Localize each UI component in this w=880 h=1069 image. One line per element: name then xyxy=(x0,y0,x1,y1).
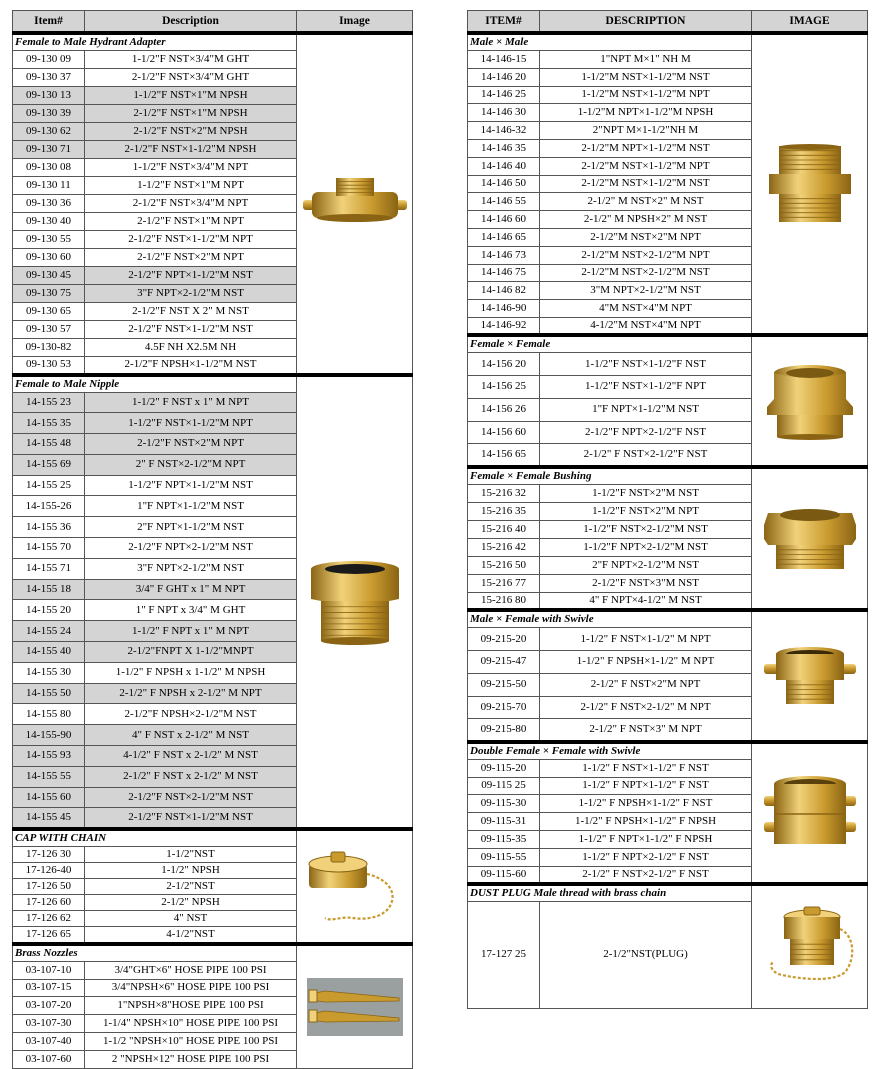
dust-plug-image xyxy=(760,905,860,989)
item-number: 14-156 20 xyxy=(468,353,540,376)
item-number: 15-216 42 xyxy=(468,538,540,556)
item-description: 2-1/2"M NST×2"M NPT xyxy=(540,228,752,246)
item-number: 09-215-70 xyxy=(468,696,540,719)
item-description: 4-1/2" F NST x 2-1/2" M NST xyxy=(85,746,297,767)
item-number: 17-126 65 xyxy=(13,926,85,944)
item-number: 03-107-20 xyxy=(13,997,85,1015)
item-number: 09-130 57 xyxy=(13,321,85,339)
item-number: 15-216 40 xyxy=(468,520,540,538)
item-description: 3/4"NPSH×6" HOSE PIPE 100 PSI xyxy=(85,979,297,997)
column-header: Image xyxy=(297,11,413,34)
product-image-cell xyxy=(752,742,868,884)
item-description: 2-1/2"F NST×2"M NPSH xyxy=(85,123,297,141)
item-description: 2-1/2" M NST×2" M NST xyxy=(540,193,752,211)
item-number: 09-130 55 xyxy=(13,231,85,249)
cap-chain-image xyxy=(305,846,405,926)
item-description: 1-1/2"F NST×2"M NST xyxy=(540,484,752,502)
item-number: 17-126 60 xyxy=(13,894,85,910)
item-number: 14-155 35 xyxy=(13,413,85,434)
item-description: 2-1/2"F NST X 2" M NST xyxy=(85,303,297,321)
item-number: 09-215-47 xyxy=(468,651,540,674)
product-image-cell xyxy=(297,829,413,944)
section-title-female-to-male-nipple: Female to Male Nipple xyxy=(13,375,297,393)
item-number: 14-155-90 xyxy=(13,725,85,746)
item-description: 2-1/2"NST xyxy=(85,878,297,894)
item-description: 1" F NPT x 3/4" M GHT xyxy=(85,600,297,621)
item-number: 15-216 32 xyxy=(468,484,540,502)
item-description: 2-1/2"M NST×2-1/2"M NPT xyxy=(540,246,752,264)
item-number: 14-155-26 xyxy=(13,496,85,517)
item-number: 03-107-60 xyxy=(13,1050,85,1068)
item-description: 1-1/2" F NPT x 1" M NPT xyxy=(85,621,297,642)
item-description: 1-1/2" F NPT×1-1/2" F NPSH xyxy=(540,830,752,848)
item-description: 2-1/2"F NST×2-1/2"M NST xyxy=(85,787,297,808)
item-number: 09-130 09 xyxy=(13,51,85,69)
item-description: 1-1/2"F NST×3/4"M NPT xyxy=(85,159,297,177)
swivel-image xyxy=(762,644,858,708)
item-description: 1-1/2"F NST×3/4"M GHT xyxy=(85,51,297,69)
item-number: 14-155 60 xyxy=(13,787,85,808)
item-description: 2-1/2"M NST×2-1/2"M NST xyxy=(540,264,752,282)
item-description: 2-1/2"F NPT×1-1/2"M NST xyxy=(85,267,297,285)
item-description: 2-1/2" F NST x 2-1/2" M NST xyxy=(85,766,297,787)
item-number: 17-126 62 xyxy=(13,910,85,926)
item-number: 14-155 40 xyxy=(13,642,85,663)
item-description: 1-1/2"F NPT×2-1/2"M NST xyxy=(540,538,752,556)
item-description: 1-1/2" F NPSH×1-1/2" M NPT xyxy=(540,651,752,674)
section-title-double-female-female-with-swivle: Double Female × Female with Swivle xyxy=(468,742,752,760)
item-number: 09-130 39 xyxy=(13,105,85,123)
product-image-cell xyxy=(297,33,413,375)
section-title-row xyxy=(468,467,868,485)
item-number: 14-156 60 xyxy=(468,421,540,444)
item-description: 1-1/2"F NST×1"M NPSH xyxy=(85,87,297,105)
section-title-dust-plug-male-thread-with-brass-chain: DUST PLUG Male thread with brass chain xyxy=(468,884,752,902)
item-number: 17-126-40 xyxy=(13,862,85,878)
item-description: 2-1/2" F NST×2-1/2"F NST xyxy=(540,444,752,467)
item-description: 2" F NST×2-1/2"M NPT xyxy=(85,454,297,475)
section-title-female-to-male-hydrant-adapter: Female to Male Hydrant Adapter xyxy=(13,33,297,51)
item-number: 09-215-80 xyxy=(468,719,540,742)
item-number: 09-130 60 xyxy=(13,249,85,267)
item-description: 3"F NPT×2-1/2"M NST xyxy=(85,285,297,303)
item-number: 14-146-90 xyxy=(468,300,540,318)
item-number: 14-155 48 xyxy=(13,434,85,455)
column-header: Item# xyxy=(13,11,85,34)
item-description: 4" F NPT×4-1/2" M NST xyxy=(540,592,752,610)
item-description: 4"M NST×4"M NPT xyxy=(540,300,752,318)
item-description: 2-1/2"F NST×1-1/2"M NPSH xyxy=(85,141,297,159)
item-description: 1-1/2"F NST×1-1/2"M NPT xyxy=(85,413,297,434)
product-image-cell xyxy=(752,884,868,1009)
item-number: 09-130-82 xyxy=(13,339,85,357)
item-number: 15-216 77 xyxy=(468,574,540,592)
item-number: 09-130 45 xyxy=(13,267,85,285)
section-title-row xyxy=(468,335,868,353)
item-number: 14-146-15 xyxy=(468,51,540,69)
item-description: 2"F NPT×1-1/2"M NST xyxy=(85,517,297,538)
item-number: 14-146-32 xyxy=(468,122,540,140)
section-title-row xyxy=(468,884,868,902)
item-description: 2-1/2"F NPSH×2-1/2"M NST xyxy=(85,704,297,725)
item-number: 14-155 30 xyxy=(13,662,85,683)
item-number: 14-155 36 xyxy=(13,517,85,538)
item-number: 14-156 65 xyxy=(468,444,540,467)
section-title-row xyxy=(468,610,868,628)
table-header-row xyxy=(13,11,413,34)
item-description: 2-1/2"F NST×1"M NPSH xyxy=(85,105,297,123)
item-number: 14-155 69 xyxy=(13,454,85,475)
item-number: 09-115-35 xyxy=(468,830,540,848)
section-title-row xyxy=(468,742,868,760)
item-description: 2"F NPT×2-1/2"M NST xyxy=(540,556,752,574)
item-number: 09-115 25 xyxy=(468,777,540,795)
item-number: 09-130 11 xyxy=(13,177,85,195)
item-number: 09-130 37 xyxy=(13,69,85,87)
item-number: 14-155 70 xyxy=(13,538,85,559)
left-table xyxy=(12,10,413,1069)
section-title-female-female: Female × Female xyxy=(468,335,752,353)
section-title-row xyxy=(468,33,868,51)
item-description: 1-1/2 "NPSH×10" HOSE PIPE 100 PSI xyxy=(85,1032,297,1050)
item-number: 03-107-15 xyxy=(13,979,85,997)
item-description: 2-1/2"F NPT×2-1/2"F NST xyxy=(540,421,752,444)
item-description: 1"F NPT×1-1/2"M NST xyxy=(85,496,297,517)
item-description: 2-1/2" F NPSH x 2-1/2" M NPT xyxy=(85,683,297,704)
section-title-brass-nozzles: Brass Nozzles xyxy=(13,944,297,962)
item-number: 14-146 55 xyxy=(468,193,540,211)
item-description: 1-1/2"F NPT×1-1/2"M NST xyxy=(85,475,297,496)
item-description: 1-1/2"M NST×1-1/2"M NST xyxy=(540,68,752,86)
item-description: 1-1/2"M NST×1-1/2"M NPT xyxy=(540,86,752,104)
item-description: 2-1/2"M NST×1-1/2"M NPT xyxy=(540,157,752,175)
item-number: 09-130 40 xyxy=(13,213,85,231)
item-description: 1-1/2" F NPT×2-1/2" F NST xyxy=(540,848,752,866)
item-number: 09-130 13 xyxy=(13,87,85,105)
item-description: 4" F NST x 2-1/2" M NST xyxy=(85,725,297,746)
item-description: 2-1/2" NPSH xyxy=(85,894,297,910)
item-description: 1-1/2"F NST×2"M NPT xyxy=(540,502,752,520)
item-number: 09-130 75 xyxy=(13,285,85,303)
item-number: 14-155 80 xyxy=(13,704,85,725)
item-number: 17-127 25 xyxy=(468,901,540,1008)
item-description: 1-1/2"M NPT×1-1/2"M NPSH xyxy=(540,104,752,122)
item-description: 4" NST xyxy=(85,910,297,926)
item-number: 09-130 53 xyxy=(13,357,85,375)
item-description: 3/4"GHT×6" HOSE PIPE 100 PSI xyxy=(85,961,297,979)
table-header-row xyxy=(468,11,868,34)
item-description: 1-1/4" NPSH×10" HOSE PIPE 100 PSI xyxy=(85,1015,297,1033)
item-number: 09-215-20 xyxy=(468,628,540,651)
item-description: 2-1/2"F NST×1-1/2"M NST xyxy=(85,808,297,829)
item-description: 3"F NPT×2-1/2"M NST xyxy=(85,558,297,579)
item-number: 14-155 20 xyxy=(13,600,85,621)
item-description: 3"M NPT×2-1/2"M NST xyxy=(540,282,752,300)
section-title-row xyxy=(13,375,413,393)
item-description: 1-1/2" F NST×1-1/2" F NST xyxy=(540,759,752,777)
item-number: 14-155 25 xyxy=(13,475,85,496)
item-number: 09-115-55 xyxy=(468,848,540,866)
item-number: 14-146 50 xyxy=(468,175,540,193)
item-description: 2-1/2" F NST×2-1/2" F NST xyxy=(540,866,752,884)
item-description: 2-1/2" F NST×2-1/2" M NPT xyxy=(540,696,752,719)
item-number: 09-115-30 xyxy=(468,795,540,813)
item-number: 09-130 71 xyxy=(13,141,85,159)
item-description: 1-1/2"F NST×1"M NPT xyxy=(85,177,297,195)
item-number: 14-155 23 xyxy=(13,392,85,413)
item-number: 14-146 30 xyxy=(468,104,540,122)
item-description: 1-1/2" F NST×1-1/2" M NPT xyxy=(540,628,752,651)
item-description: 4-1/2"M NST×4"M NPT xyxy=(540,317,752,335)
section-title-row xyxy=(13,944,413,962)
item-description: 1-1/2" F NPT×1-1/2" F NST xyxy=(540,777,752,795)
item-description: 1-1/2"F NST×1-1/2"F NPT xyxy=(540,376,752,399)
item-description: 2-1/2"FNPT X 1-1/2"MNPT xyxy=(85,642,297,663)
item-number: 14-146 60 xyxy=(468,211,540,229)
bushing-image xyxy=(762,503,858,573)
item-description: 2-1/2"F NST×1-1/2"M NST xyxy=(85,321,297,339)
item-number: 14-156 26 xyxy=(468,398,540,421)
item-number: 14-146 73 xyxy=(468,246,540,264)
item-description: 2-1/2"F NST×3/4"M GHT xyxy=(85,69,297,87)
item-description: 2-1/2"M NST×1-1/2"M NST xyxy=(540,175,752,193)
column-header: Description xyxy=(85,11,297,34)
item-number: 14-146 35 xyxy=(468,139,540,157)
item-description: 1"NPSH×8"HOSE PIPE 100 PSI xyxy=(85,997,297,1015)
item-description: 2-1/2"F NST×3/4"M NPT xyxy=(85,195,297,213)
item-description: 2 "NPSH×12" HOSE PIPE 100 PSI xyxy=(85,1050,297,1068)
item-description: 2"NPT M×1-1/2"NH M xyxy=(540,122,752,140)
nozzles-image xyxy=(307,978,403,1036)
item-number: 09-130 36 xyxy=(13,195,85,213)
item-number: 14-146 25 xyxy=(468,86,540,104)
left-catalog xyxy=(12,10,412,1069)
item-description: 2-1/2"NST(PLUG) xyxy=(540,901,752,1008)
right-table xyxy=(467,10,868,1009)
item-description: 2-1/2"F NPT×2-1/2"M NST xyxy=(85,538,297,559)
item-description: 1-1/2" F NST x 1" M NPT xyxy=(85,392,297,413)
item-description: 1-1/2"F NST×2-1/2"M NST xyxy=(540,520,752,538)
item-number: 14-155 93 xyxy=(13,746,85,767)
item-description: 3/4" F GHT x 1" M NPT xyxy=(85,579,297,600)
item-number: 17-126 50 xyxy=(13,878,85,894)
item-number: 15-216 80 xyxy=(468,592,540,610)
section-title-male-male: Male × Male xyxy=(468,33,752,51)
item-description: 2-1/2"M NPT×1-1/2"M NST xyxy=(540,139,752,157)
item-number: 14-146 82 xyxy=(468,282,540,300)
column-header: IMAGE xyxy=(752,11,868,34)
product-image-cell xyxy=(752,335,868,466)
item-number: 14-155 71 xyxy=(13,558,85,579)
column-header: ITEM# xyxy=(468,11,540,34)
item-description: 1-1/2" F NPSH x 1-1/2" M NPSH xyxy=(85,662,297,683)
item-number: 14-155 55 xyxy=(13,766,85,787)
product-image-cell xyxy=(297,944,413,1068)
item-description: 2-1/2"F NST×2"M NPT xyxy=(85,249,297,267)
double-female-image xyxy=(762,774,858,852)
item-number: 14-146 40 xyxy=(468,157,540,175)
section-title-row xyxy=(13,829,413,847)
female-female-image xyxy=(765,361,855,441)
item-number: 14-146 20 xyxy=(468,68,540,86)
item-description: 2-1/2"F NST×3"M NST xyxy=(540,574,752,592)
section-title-cap-with-chain: CAP WITH CHAIN xyxy=(13,829,297,847)
section-title-female-female-bushing: Female × Female Bushing xyxy=(468,467,752,485)
item-number: 03-107-40 xyxy=(13,1032,85,1050)
item-number: 09-130 62 xyxy=(13,123,85,141)
item-description: 2-1/2" F NST×2"M NPT xyxy=(540,673,752,696)
item-description: 1"NPT M×1" NH M xyxy=(540,51,752,69)
item-description: 1"F NPT×1-1/2"M NST xyxy=(540,398,752,421)
item-number: 17-126 30 xyxy=(13,846,85,862)
item-description: 2-1/2" F NST×3" M NPT xyxy=(540,719,752,742)
item-description: 2-1/2" M NPSH×2" M NST xyxy=(540,211,752,229)
item-number: 14-156 25 xyxy=(468,376,540,399)
item-description: 1-1/2" F NPSH×1-1/2" F NST xyxy=(540,795,752,813)
item-number: 03-107-10 xyxy=(13,961,85,979)
item-number: 03-107-30 xyxy=(13,1015,85,1033)
product-image-cell xyxy=(752,467,868,611)
item-description: 2-1/2"F NPSH×1-1/2"M NST xyxy=(85,357,297,375)
item-number: 09-130 08 xyxy=(13,159,85,177)
product-image-cell xyxy=(752,33,868,335)
item-description: 1-1/2"F NST×1-1/2"F NST xyxy=(540,353,752,376)
male-male-image xyxy=(765,144,855,224)
section-title-male-female-with-swivle: Male × Female with Swivle xyxy=(468,610,752,628)
item-description: 4-1/2"NST xyxy=(85,926,297,944)
item-number: 14-155 24 xyxy=(13,621,85,642)
item-description: 2-1/2"F NST×1"M NPT xyxy=(85,213,297,231)
item-number: 15-216 50 xyxy=(468,556,540,574)
product-image-cell xyxy=(297,375,413,829)
item-number: 14-146-92 xyxy=(468,317,540,335)
item-description: 1-1/2"NST xyxy=(85,846,297,862)
item-number: 09-130 65 xyxy=(13,303,85,321)
item-number: 14-155 50 xyxy=(13,683,85,704)
item-number: 15-216 35 xyxy=(468,502,540,520)
item-number: 14-155 45 xyxy=(13,808,85,829)
item-description: 1-1/2" NPSH xyxy=(85,862,297,878)
item-number: 14-146 75 xyxy=(468,264,540,282)
item-description: 4.5F NH X2.5M NH xyxy=(85,339,297,357)
item-number: 14-146 65 xyxy=(468,228,540,246)
item-number: 09-115-60 xyxy=(468,866,540,884)
item-description: 2-1/2"F NST×2"M NPT xyxy=(85,434,297,455)
right-catalog xyxy=(467,10,867,1009)
column-header: DESCRIPTION xyxy=(540,11,752,34)
item-description: 1-1/2" F NPSH×1-1/2" F NPSH xyxy=(540,813,752,831)
item-number: 09-115-20 xyxy=(468,759,540,777)
nipple-image xyxy=(305,557,405,647)
hydrant-adapter-image xyxy=(300,174,410,234)
item-description: 2-1/2"F NST×1-1/2"M NPT xyxy=(85,231,297,249)
section-title-row xyxy=(13,33,413,51)
product-image-cell xyxy=(752,610,868,741)
item-number: 09-215-50 xyxy=(468,673,540,696)
item-number: 14-155 18 xyxy=(13,579,85,600)
item-number: 09-115-31 xyxy=(468,813,540,831)
